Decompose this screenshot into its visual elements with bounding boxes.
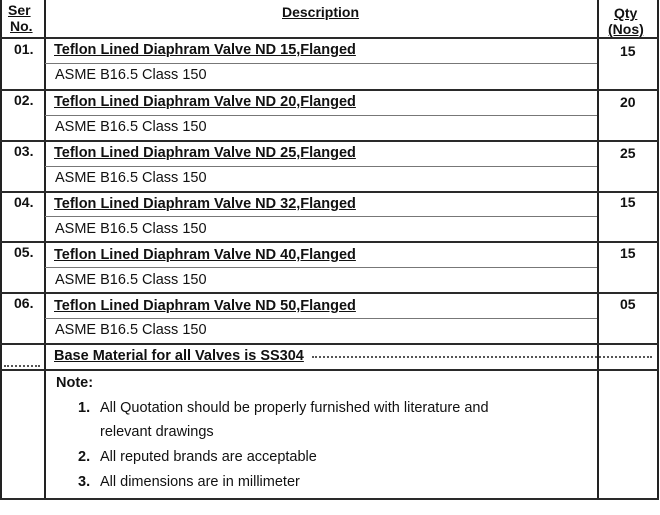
row-item-spec: ASME B16.5 Class 150 bbox=[55, 322, 207, 338]
row-qty: 15 bbox=[620, 43, 636, 59]
row-qty: 15 bbox=[620, 194, 636, 210]
column-divider-ser bbox=[44, 0, 46, 500]
row-divider bbox=[0, 89, 659, 91]
row-item-title: Teflon Lined Diaphram Valve ND 20,Flanged bbox=[54, 94, 356, 110]
row-inner-divider bbox=[45, 216, 597, 217]
row-qty: 20 bbox=[620, 94, 636, 110]
header-divider bbox=[0, 37, 659, 39]
notes-heading: Note: bbox=[56, 375, 94, 391]
table-border-right bbox=[657, 0, 659, 500]
row-item-spec: ASME B16.5 Class 150 bbox=[55, 170, 207, 186]
row-qty: 25 bbox=[620, 145, 636, 161]
note-number: 3. bbox=[78, 474, 91, 490]
row-divider bbox=[0, 191, 659, 193]
table-border-left bbox=[0, 0, 2, 500]
note-text-continued: relevant drawings bbox=[100, 424, 214, 440]
header-no: No. bbox=[10, 18, 33, 34]
header-description: Description bbox=[282, 4, 360, 20]
row-ser-number: 05. bbox=[14, 244, 34, 260]
row-inner-divider bbox=[45, 115, 597, 116]
row-ser-number: 02. bbox=[14, 92, 34, 108]
row-inner-divider bbox=[45, 63, 597, 64]
row-item-spec: ASME B16.5 Class 150 bbox=[55, 119, 207, 135]
row-divider bbox=[0, 241, 659, 243]
row-item-spec: ASME B16.5 Class 150 bbox=[55, 221, 207, 237]
row-item-spec: ASME B16.5 Class 150 bbox=[55, 272, 207, 288]
note-number: 1. bbox=[78, 400, 91, 416]
header-qty: Qty bbox=[614, 5, 638, 21]
row-item-title: Teflon Lined Diaphram Valve ND 32,Flanged bbox=[54, 196, 356, 212]
table-border-bottom bbox=[0, 498, 659, 500]
row-ser-number: 06. bbox=[14, 295, 34, 311]
row-ser-number: 03. bbox=[14, 143, 34, 159]
row-item-title: Teflon Lined Diaphram Valve ND 15,Flanged bbox=[54, 42, 356, 58]
row-inner-divider bbox=[45, 318, 597, 319]
row-inner-divider bbox=[45, 166, 597, 167]
row-divider bbox=[0, 140, 659, 142]
row-item-spec: ASME B16.5 Class 150 bbox=[55, 67, 207, 83]
row-item-title: Teflon Lined Diaphram Valve ND 25,Flanged bbox=[54, 145, 356, 161]
row-item-title: Teflon Lined Diaphram Valve ND 50,Flanged bbox=[54, 298, 356, 314]
row-ser-number: 04. bbox=[14, 194, 34, 210]
row-divider bbox=[0, 343, 659, 345]
note-text: All Quotation should be properly furnished with literature and bbox=[100, 400, 489, 416]
header-ser: Ser bbox=[8, 2, 31, 18]
row-divider bbox=[0, 292, 659, 294]
note-number: 2. bbox=[78, 449, 91, 465]
row-ser-number: 01. bbox=[14, 41, 34, 57]
row-inner-divider bbox=[45, 267, 597, 268]
row-qty: 05 bbox=[620, 296, 636, 312]
column-divider-qty bbox=[597, 0, 599, 500]
base-material-divider bbox=[0, 369, 659, 371]
row-qty: 15 bbox=[620, 245, 636, 261]
base-material-note: Base Material for all Valves is SS304 bbox=[54, 348, 304, 364]
header-qty-unit: (Nos) bbox=[608, 21, 644, 37]
note-text: All reputed brands are acceptable bbox=[100, 449, 317, 465]
row-item-title: Teflon Lined Diaphram Valve ND 40,Flanged bbox=[54, 247, 356, 263]
note-text: All dimensions are in millimeter bbox=[100, 474, 300, 490]
base-material-dotted-trail bbox=[312, 356, 652, 360]
